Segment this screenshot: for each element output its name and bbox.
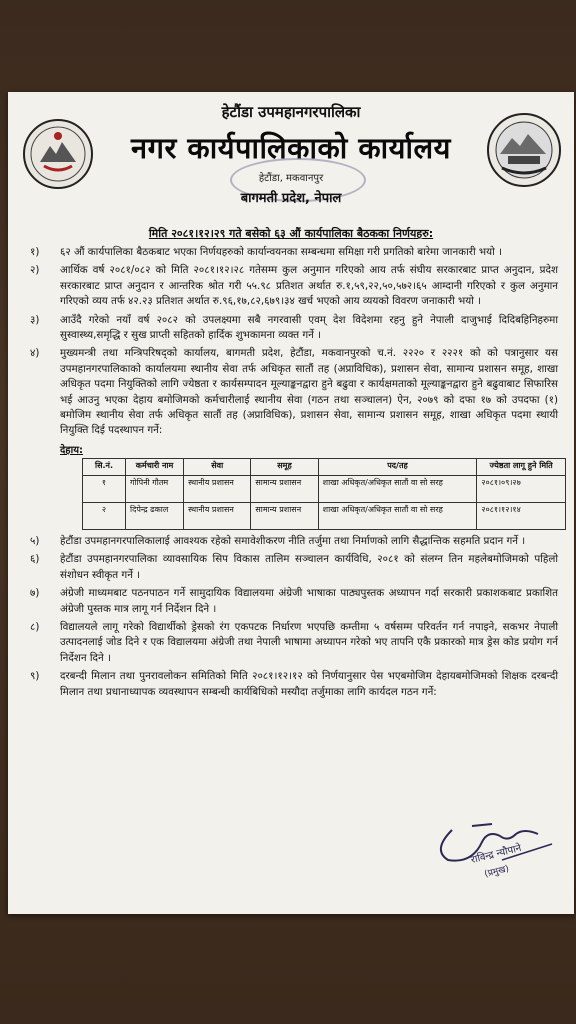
column-header: सि.नं. [83, 458, 126, 475]
list-item [30, 245, 558, 260]
item-number: १) [30, 246, 40, 258]
signatory-name: राविन्द्र न्यौपाने [469, 842, 523, 867]
table-cell: शाखा अधिकृत/अधिकृत सातौं वा सो सरह [318, 475, 477, 502]
table-cell: २०८१।१२।१४ [477, 502, 566, 529]
item-text: ६२ औं कार्यपालिका बैठकबाट भएका निर्णयहरुको कार्यान्वयनका सम्बन्धमा समिक्षा गरी प्रगतिको बारेमा जानकारी भयो । [60, 246, 502, 258]
office-title: नगर कार्यपालिकाको कार्यालय [131, 131, 451, 165]
item-number: ५) [30, 534, 40, 547]
org-address-line: हेटौंडा, मकवानपुर [258, 173, 324, 184]
item-text: अंग्रेजी माध्यमबाट पठनपाठन गर्ने सामुदायिक विद्यालयमा अंग्रेजी भाषाका पाठ्यपुस्तक अध्यापन गर्दा सरकारी प्रकाशकबाट प्रकाशित अंग्रेजी पुस्तक मात्र लागू गर्न निर्देशन दिने । [60, 587, 558, 615]
table-cell: स्थानीय प्रशासन [184, 502, 251, 529]
item-number: ९) [30, 670, 40, 683]
column-header: समूह [251, 458, 318, 475]
item-text: हेटौंडा उपमहानगरपालिकालाई आवश्यक रहेको समावेशीकरण नीति तर्जुमा तथा निर्माणको लागि सैद्धान्तिक सहमति प्रदान गर्ने । [60, 534, 526, 547]
list-item [30, 552, 558, 583]
list-item [30, 620, 558, 666]
item-text: विद्यालयले लागू गरेको विद्यार्थीको ड्रेसको रंग एकपटक निर्धारण भएपछि कम्तीमा ५ वर्षसम्म परिवर्तन गर्न नपाइने, सकभर नेपाली उत्पादनलाई जोड दिने र एक विद्यालयमा अंग्रेजी तथा नेपाली भाषामा अध्यापन गरेको भए तापनि एकै प्रकारको मात्र ड्रेस कोड प्रयोग गर्न निर्देशन दिने । [60, 620, 558, 664]
table-caption: देहाय: [60, 444, 84, 456]
table-cell: २०८१।०९।२७ [477, 475, 566, 502]
item-number: ६) [30, 553, 40, 566]
letterhead [8, 92, 574, 212]
table-cell: शाखा अधिकृत/अधिकृत सातौं वा सो सरह [318, 502, 477, 529]
table-row [83, 502, 566, 529]
municipality-logo-icon [486, 112, 562, 188]
table-header-row [83, 458, 566, 475]
table-cell: दिपेन्द्र ढकाल [126, 502, 184, 529]
table-cell: स्थानीय प्रशासन [184, 475, 251, 502]
org-province-line: बागमती प्रदेश, नेपाल [240, 191, 342, 206]
list-item [30, 263, 558, 309]
table-cell: १ [83, 475, 126, 502]
page-title: मिति २०८१।१२।२९ गते बसेको ६३ औं कार्यपालिका बैठकका निर्णयहरु: [148, 227, 434, 240]
list-item [30, 346, 558, 438]
item-number: ४) [30, 347, 40, 360]
document-page [8, 92, 574, 914]
table-row [83, 475, 566, 502]
item-number: ३) [30, 313, 40, 326]
list-item [30, 669, 558, 700]
item-text: दरबन्दी मिलान तथा पुनरावलोकन समितिको मिति २०८१।१२।१२ को निर्णयानुसार पेस भएबमोजिम देहायबमोजिमको शिक्षक दरबन्दी मिलान तथा प्रधानाध्यापक व्यवस्थापन सम्बन्धी कार्यबिधिको मस्यौदा तर्जुमाका लागि कार्यदल गठन गर्ने: [60, 670, 558, 698]
column-header: पद/तह [318, 458, 477, 475]
column-header: सेवा [184, 458, 251, 475]
list-item [30, 313, 558, 344]
list-item [30, 534, 558, 549]
column-header: कर्मचारी नाम [126, 458, 184, 475]
item-text: मुख्यमन्त्री तथा मन्त्रिपरिषद्को कार्यालय, बागमती प्रदेश, हेटौंडा, मकवानपुरको च.नं. २२२० र २२२१ को को पत्रानुसार यस उपमहानगरपालिकाको कार्यालयमा स्थानीय सेवा तर्फ अधिकृत सातौं तह (अप्राविधिक), प्रशासन सेवा, सामान्य प्रशासन समूह, शाखा अधिकृत पदमा नियुक्तिको लागि ज्येष्ठता र कार्यसम्पादन मूल्याङ्कनद्वारा हुने बढुवा र कार्यक्षमताको मूल्याङ्कनद्वारा हुने बढुवाबाट सिफारिस भई आउनु भएका देहाय बमोजिमको कर्मचारीलाई स्थानीय सेवा (गठन तथा सञ्चालन) ऐन, २०७९ को दफा १७ को उपदफा (१) बमोजिम स्थानीय सेवा तर्फ अधिकृत सातौं तह (अप्राविधिक), प्रशासन सेवा, सामान्य प्रशासन समूह, शाखा अधिकृत पदमा स्थायी नियुक्ति दिई पदस्थापन गर्ने: [60, 347, 558, 437]
item-text: आर्थिक वर्ष २०८१/०८२ को मिति २०८१।१२।२८ गतेसम्म कुल अनुमान गरिएको आय तर्फ संघीय सरकारबाट प्राप्त अनुदान, प्रदेश सरकारबाट प्राप्त अनुदान र आन्तरिक श्रोत गरी ५५.९८ प्रतिशत अर्थात रु.१,५९,२२,५०,५७२।६५ आम्दानी गरिएको र कुल अनुमान गरिएको व्यय तर्फ ४२.२३ प्रतिशत अर्थात रु.९६,१७,८२,६७९।३४ खर्च भएको आय व्ययको विवरण जनाकारी भयो । [60, 264, 558, 308]
item-text: हेटौंडा उपमहानगरपालिका व्यावसायिक सिप विकास तालिम सञ्चालन कार्यविधि, २०८१ को संलग्न तिन महलेबमोजिमको पहिलो संशोधन स्वीकृत गर्ने । [60, 553, 558, 581]
item-text: आउँदै गरेको नयाँ वर्ष २०८२ को उपलक्ष्यमा सबै नगरवासी एवम् देश विदेशमा रहनु हुने नेपाली दाजुभाई दिदिबहिनिहरुमा सुस्वास्थ्य,समृद्धि र सुख प्राप्ती सहितको हार्दिक शुभकामना व्यक्त गर्ने । [60, 313, 558, 342]
item-number: ७) [30, 587, 40, 600]
signatory-role: (प्रमुख) [483, 864, 511, 880]
table-cell: सामान्य प्रशासन [251, 475, 318, 502]
item-number: २) [30, 264, 40, 277]
table-cell: गोपिनी गौतम [126, 475, 184, 502]
column-header: ज्येष्ठता लागू हुने मिति [477, 458, 566, 475]
table-cell: सामान्य प्रशासन [251, 502, 318, 529]
table-cell: २ [83, 502, 126, 529]
item-number: ८) [30, 620, 40, 633]
list-item [30, 586, 558, 617]
org-name-small: हेटौंडा उपमहानगरपालिका [221, 103, 361, 121]
decision-list [8, 241, 574, 700]
staff-table [82, 458, 566, 530]
